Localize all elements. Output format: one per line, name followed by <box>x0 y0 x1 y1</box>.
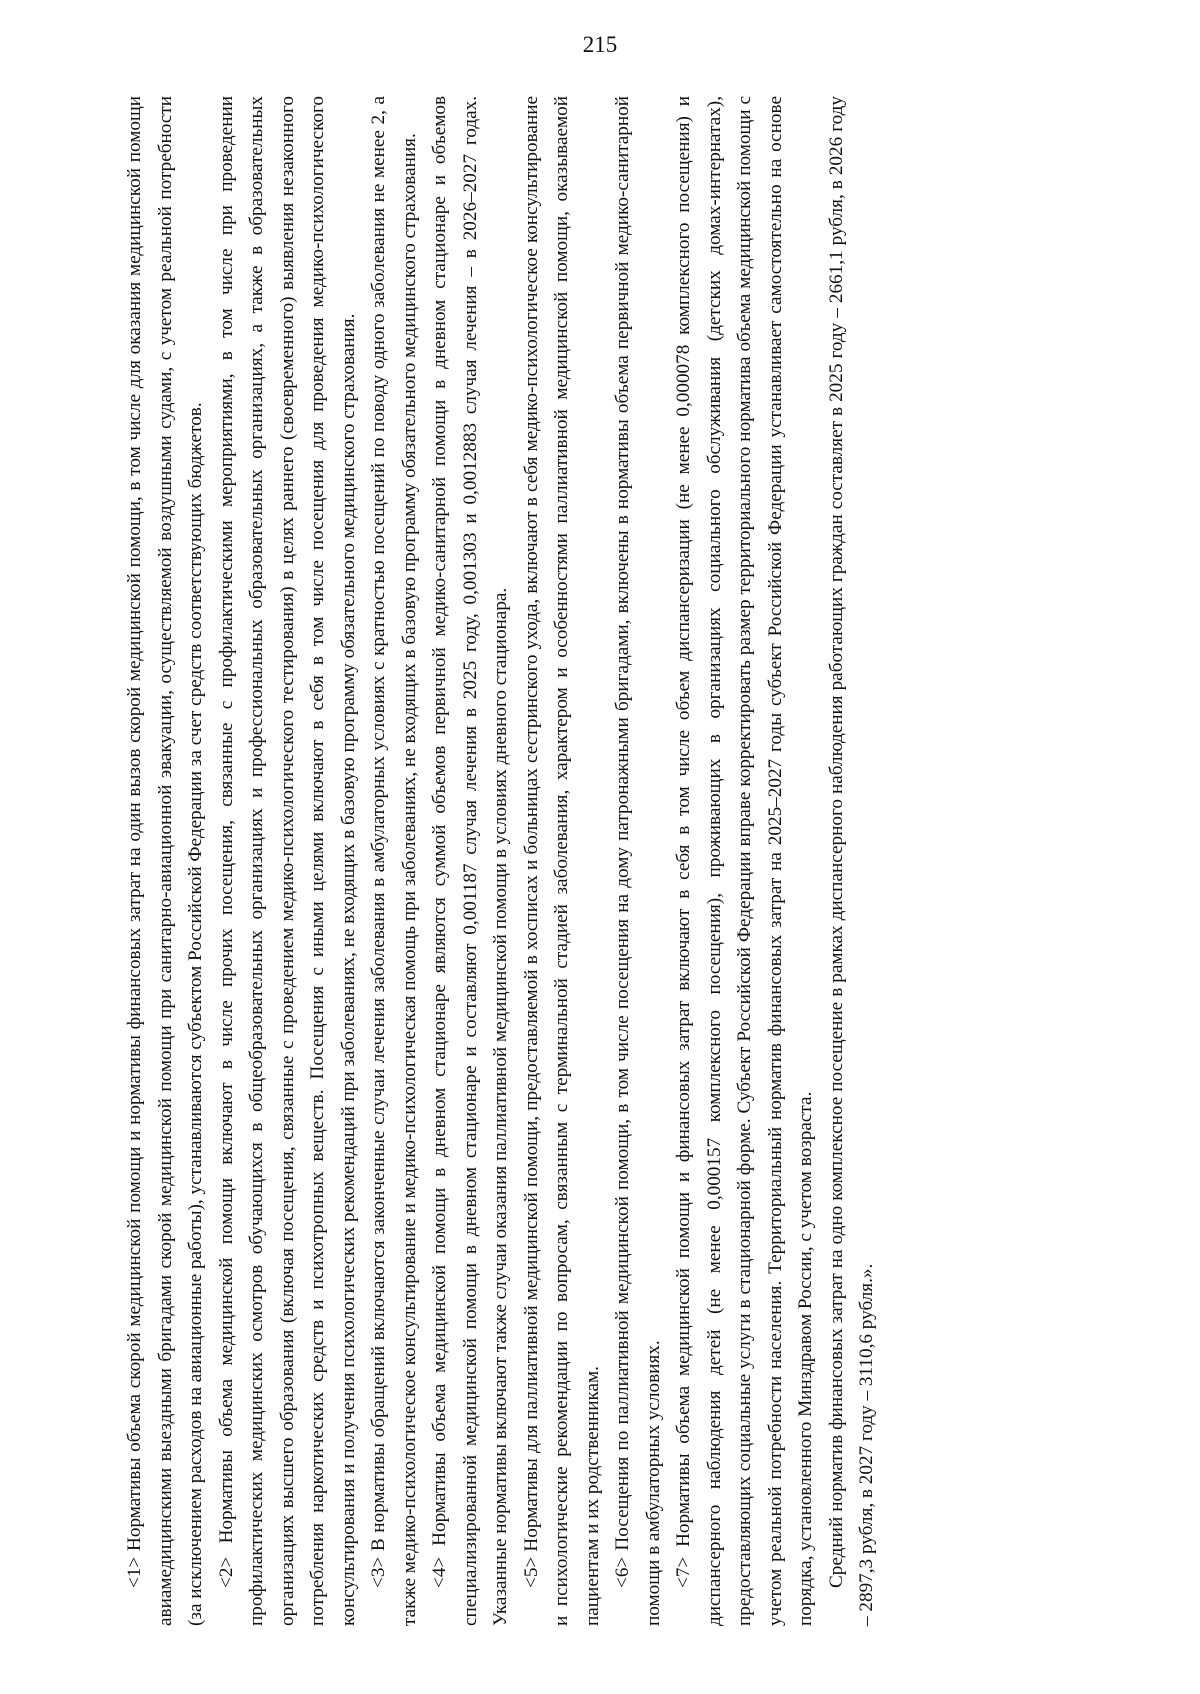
footnote-2 <box>212 96 365 1626</box>
footnote-text: Нормативы для паллиативной медицинской помощи, предоставляемой в хосписах и больницах сестринского ухода, включают в себя медико-психологическое консультирование и психологические рекомендации по вопросам, связанным с терминальной стадией заболевания, характером и особенностями паллиативной медицинской помощи, оказываемой пациентам и их родственникам. <box>520 96 603 1626</box>
footnote-marker: <4> <box>429 1556 450 1588</box>
footnote-7 <box>669 96 822 1626</box>
footnote-4 <box>425 96 517 1626</box>
footnote-6 <box>608 96 669 1626</box>
footnote-marker: <1> <box>124 1556 145 1588</box>
footnote-text: Посещения по паллиативной медицинской помощи, в том числе посещения на дому патронажными бригадами, включены в нормативы объема первичной медико-санитарной помощи в амбулаторных условиях. <box>612 96 664 1626</box>
footnote-text: В нормативы обращений включаются законченные случаи лечения заболевания в амбулаторных условиях с кратностью посещений по поводу одного заболевания не менее 2, а также медико-психологическое консультирование и медико-психологическая помощь при заболеваниях, не входящих в базовую программу обязательного медицинского страхования. <box>368 95 420 1626</box>
footnote-3 <box>364 96 425 1626</box>
footnote-text: Нормативы объема медицинской помощи и финансовых затрат включают в себя в том числе объем диспансеризации (не менее 0,000078 комплексного посещения) и диспансерного наблюдения детей (не менее 0,000157 комплексного посещения), проживающих в организациях социального обслуживания (детских домах-интернатах), предоставляющих социальные услуги в стационарной форме. Субъект Российской Федерации вправе корректировать размер территориального норматива объема медицинской помощи с учетом реальной потребности населения. Территориальный норматив финансовых затрат на 2025–2027 годы субъект Российской Федерации устанавливает самостоятельно на основе порядка, установленного Минздравом России, с учетом возраста. <box>673 96 816 1626</box>
footnote-marker: <6> <box>612 1556 633 1588</box>
footnote-text: Нормативы объема медицинской помощи включают в числе прочих посещения, связанные с профилактическими мероприятиями, в том числе при проведении профилактических медицинских осмотров обучающихся в общеобразовательных организациях и профессиональных образовательных организациях, а также в образовательных организациях высшего образования (включая посещения, связанные с проведением медико-психологического тестирования) в целях раннего (своевременного) выявления незаконного потребления наркотических средств и психотропных веществ. Посещения с иными целями включают в себя в том числе посещения для проведения медико-психологического консультирования и получения психологических рекомендаций при заболеваниях, не входящих в базовую программу обязательного медицинского страхования. <box>215 95 359 1626</box>
rotated-content <box>120 96 1132 1626</box>
footnote-text: Нормативы объема скорой медицинской помощи и нормативы финансовых затрат на один вызов скорой медицинской помощи, в том числе для оказания медицинской помощи авиамедицинскими выездными бригадами скорой медицинской помощи при санитарно-авиационной эвакуации, осуществляемой воздушными судами, с учетом реальной потребности (за исключением расходов на авиационные работы), устанавливаются субъектом Российской Федерации за счет средств соответствующих бюджетов. <box>124 96 206 1626</box>
average-cost-paragraph <box>822 96 883 1626</box>
footnote-5 <box>517 96 609 1626</box>
footnote-1 <box>120 96 212 1626</box>
footnote-marker: <5> <box>520 1556 542 1588</box>
footnote-marker: <2> <box>215 1556 237 1588</box>
paragraph-text: Средний норматив финансовых затрат на одно комплексное посещение в рамках диспансерного наблюдения работающих граждан составляет в 2025 году – 2661,1 рубля, в 2026 году – 2897,3 рубля, в 2027 году – 3110,6 рубля.». <box>825 96 877 1626</box>
footnote-marker: <7> <box>673 1556 694 1588</box>
footnote-text: Нормативы объема медицинской помощи в дневном стационаре являются суммой объемов первичной медико-санитарной помощи в дневном стационаре и объемов специализированной медицинской помощи в дневном стационаре и составляют 0,001187 случая лечения в 2025 году, 0,001303 и 0,0012883 случая лечения – в 2026–2027 годах. Указанные нормативы включают также случаи оказания паллиативной медицинской помощи в условиях дневного стационара. <box>429 95 511 1626</box>
footnote-marker: <3> <box>368 1556 389 1588</box>
page-number: 215 <box>582 32 618 57</box>
footnotes-block <box>120 96 1132 1626</box>
